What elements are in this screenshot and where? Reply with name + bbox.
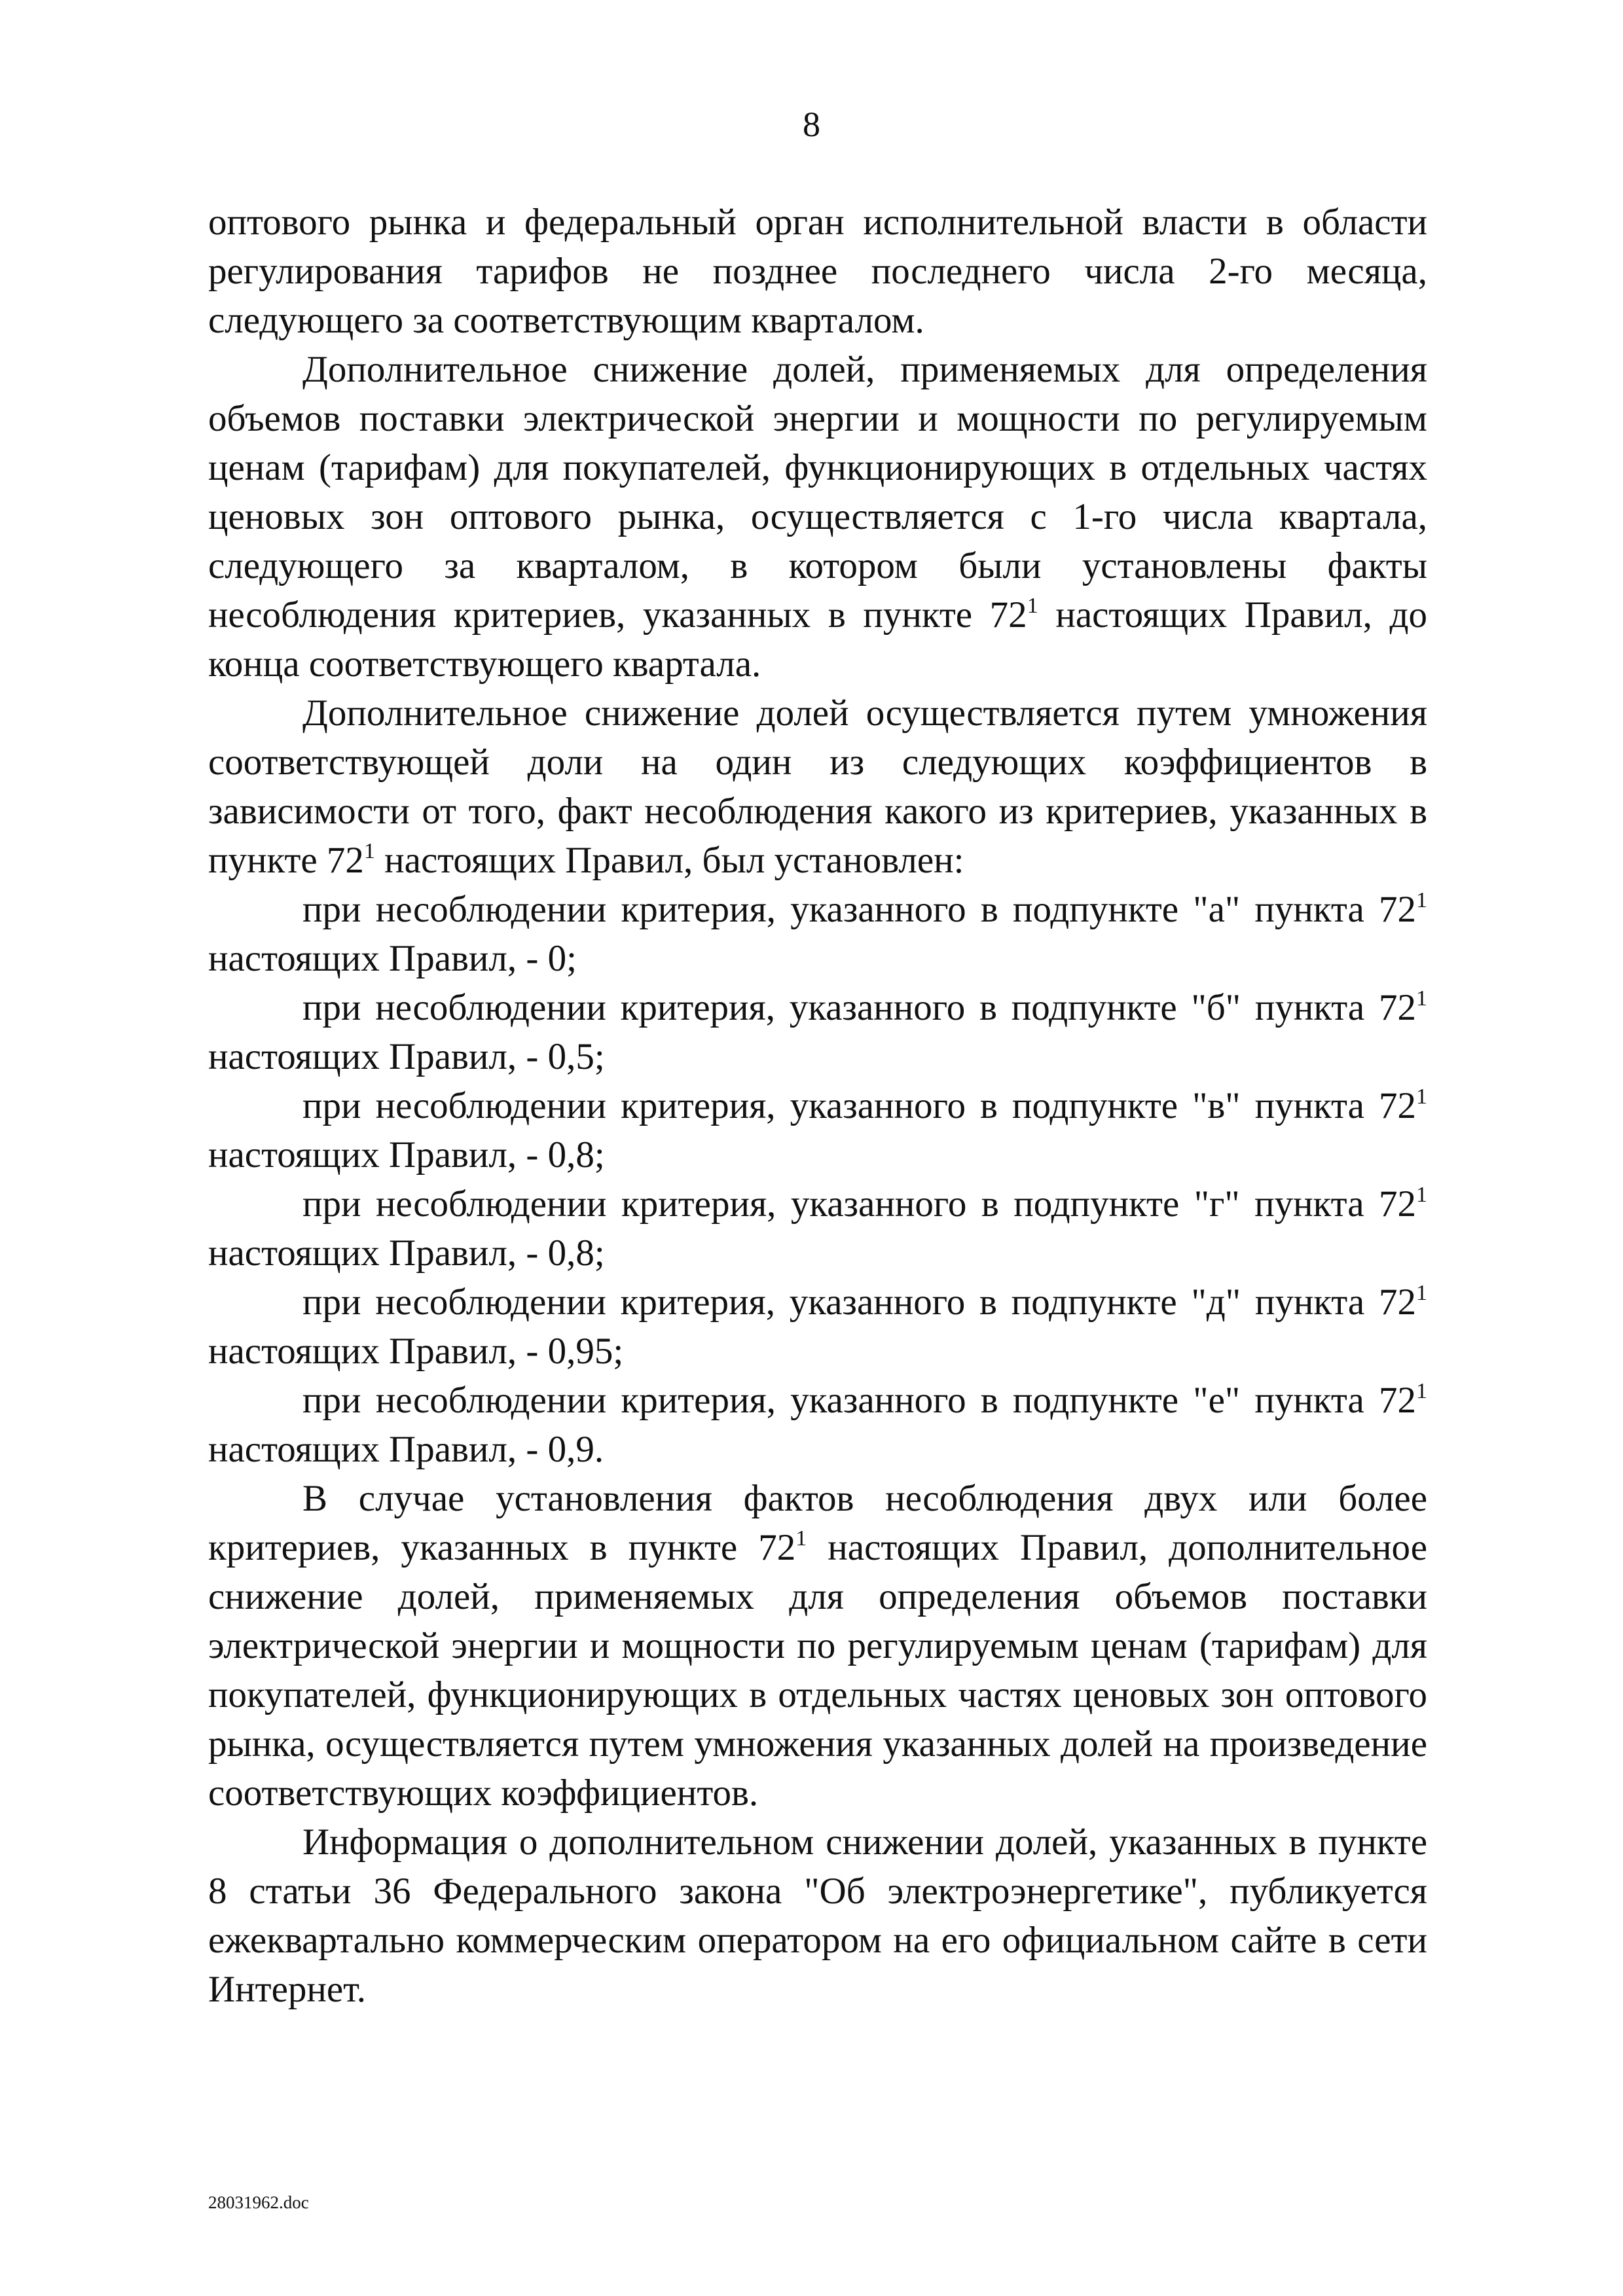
criterion-letter: "б" (1191, 987, 1241, 1028)
criterion-prefix: при несоблюдении критерия, указанного в подпункте (302, 1183, 1194, 1225)
superscript: 1 (1416, 888, 1427, 912)
paragraph-text: настоящих Правил, был установлен: (374, 840, 964, 881)
criterion-prefix: при несоблюдении критерия, указанного в подпункте (302, 889, 1194, 930)
criterion-item (208, 1278, 1427, 1376)
paragraph-text: Дополнительное снижение долей осуществляется путем умножения соответствующей доли на один из следующих коэффициентов в зависимости от того, факт несоблюдения какого из критериев, указанных в пункте 72 (208, 692, 1427, 881)
criterion-suffix: настоящих Правил, - (208, 1331, 548, 1372)
paragraph-publication: Информация о дополнительном снижении долей, указанных в пункте 8 статьи 36 Федерального закона "Об электроэнергетике", публикуется ежеквартально коммерческим оператором на его официальном сайте в сети Интернет. (208, 1821, 1427, 2010)
criterion-letter: "е" (1193, 1380, 1241, 1421)
file-name-footer: 28031962.doc (208, 2193, 309, 2212)
criterion-value: 0,8; (547, 1232, 605, 1274)
criterion-middle: пункта 72 (1239, 1183, 1416, 1225)
criterion-middle: пункта 72 (1241, 1282, 1416, 1323)
superscript: 1 (1027, 594, 1038, 618)
page-number: 8 (803, 105, 820, 144)
criterion-middle: пункта 72 (1240, 1085, 1417, 1126)
criterion-item (208, 983, 1427, 1081)
criterion-item (208, 885, 1427, 983)
paragraph-continuation: оптового рынка и федеральный орган исполнительной власти в области регулирования тарифов не позднее последнего числа 2-го месяца, следующего за соответствующим кварталом. (208, 202, 1427, 341)
paragraph-text: настоящих Правил, дополнительное снижение долей, применяемых для определения объемов поставки электрической энергии и мощности по регулируемым ценам (тарифам) для покупателей, функционирующих в отдельных частях ценовых зон оптового рынка, осуществляется путем умножения указанных долей на произведение соответствующих коэффициентов. (208, 1527, 1427, 1814)
criterion-item (208, 1081, 1427, 1179)
criterion-prefix: при несоблюдении критерия, указанного в подпункте (302, 1085, 1193, 1126)
criterion-item (208, 1376, 1427, 1474)
criterion-value: 0; (547, 938, 577, 979)
criterion-suffix: настоящих Правил, - (208, 1036, 548, 1077)
paragraph-text: настоящих Правил, до конца соответствующего квартала. (208, 594, 1427, 685)
superscript: 1 (1416, 1281, 1427, 1305)
superscript: 1 (1416, 986, 1427, 1011)
criterion-letter: "в" (1192, 1085, 1241, 1126)
criterion-letter: "а" (1193, 889, 1241, 930)
criterion-prefix: при несоблюдении критерия, указанного в подпункте (302, 1380, 1194, 1421)
paragraph-text: В случае установления фактов несоблюдения двух или более критериев, указанных в пункте 72 (208, 1478, 1427, 1568)
criterion-middle: пункта 72 (1240, 1380, 1416, 1421)
criterion-prefix: при несоблюдении критерия, указанного в подпункте (302, 1282, 1192, 1323)
criterion-value: 0,9. (547, 1429, 604, 1470)
criterion-suffix: настоящих Правил, - (208, 1232, 548, 1274)
criterion-suffix: настоящих Правил, - (208, 1429, 548, 1470)
superscript: 1 (363, 839, 375, 863)
criterion-middle: пункта 72 (1240, 889, 1416, 930)
paragraph-multiple-violations (208, 1474, 1427, 1818)
criterion-middle: пункта 72 (1241, 987, 1416, 1028)
superscript: 1 (1416, 1085, 1428, 1109)
paragraph-multiplication (208, 689, 1427, 885)
paragraph-text: Дополнительное снижение долей, применяемых для определения объемов поставки электрической энергии и мощности по регулируемым ценам (тарифам) для покупателей, функционирующих в отдельных частях ценовых зон оптового рынка, осуществляется с 1-го числа квартала, следующего за кварталом, в котором были установлены факты несоблюдения критериев, указанных в пункте 72 (208, 349, 1427, 636)
criterion-suffix: настоящих Правил, - (208, 938, 548, 979)
criterion-value: 0,5; (547, 1036, 605, 1077)
superscript: 1 (1416, 1379, 1427, 1403)
criterion-letter: "г" (1194, 1183, 1240, 1225)
document-body (208, 198, 1427, 2014)
criterion-value: 0,8; (547, 1134, 605, 1175)
criterion-item (208, 1179, 1427, 1278)
criterion-value: 0,95; (547, 1331, 624, 1372)
criterion-prefix: при несоблюдении критерия, указанного в подпункте (302, 987, 1192, 1028)
criterion-suffix: настоящих Правил, - (208, 1134, 548, 1175)
superscript: 1 (795, 1526, 807, 1551)
criterion-letter: "д" (1191, 1282, 1241, 1323)
superscript: 1 (1416, 1183, 1427, 1207)
paragraph-additional-reduction (208, 345, 1427, 689)
